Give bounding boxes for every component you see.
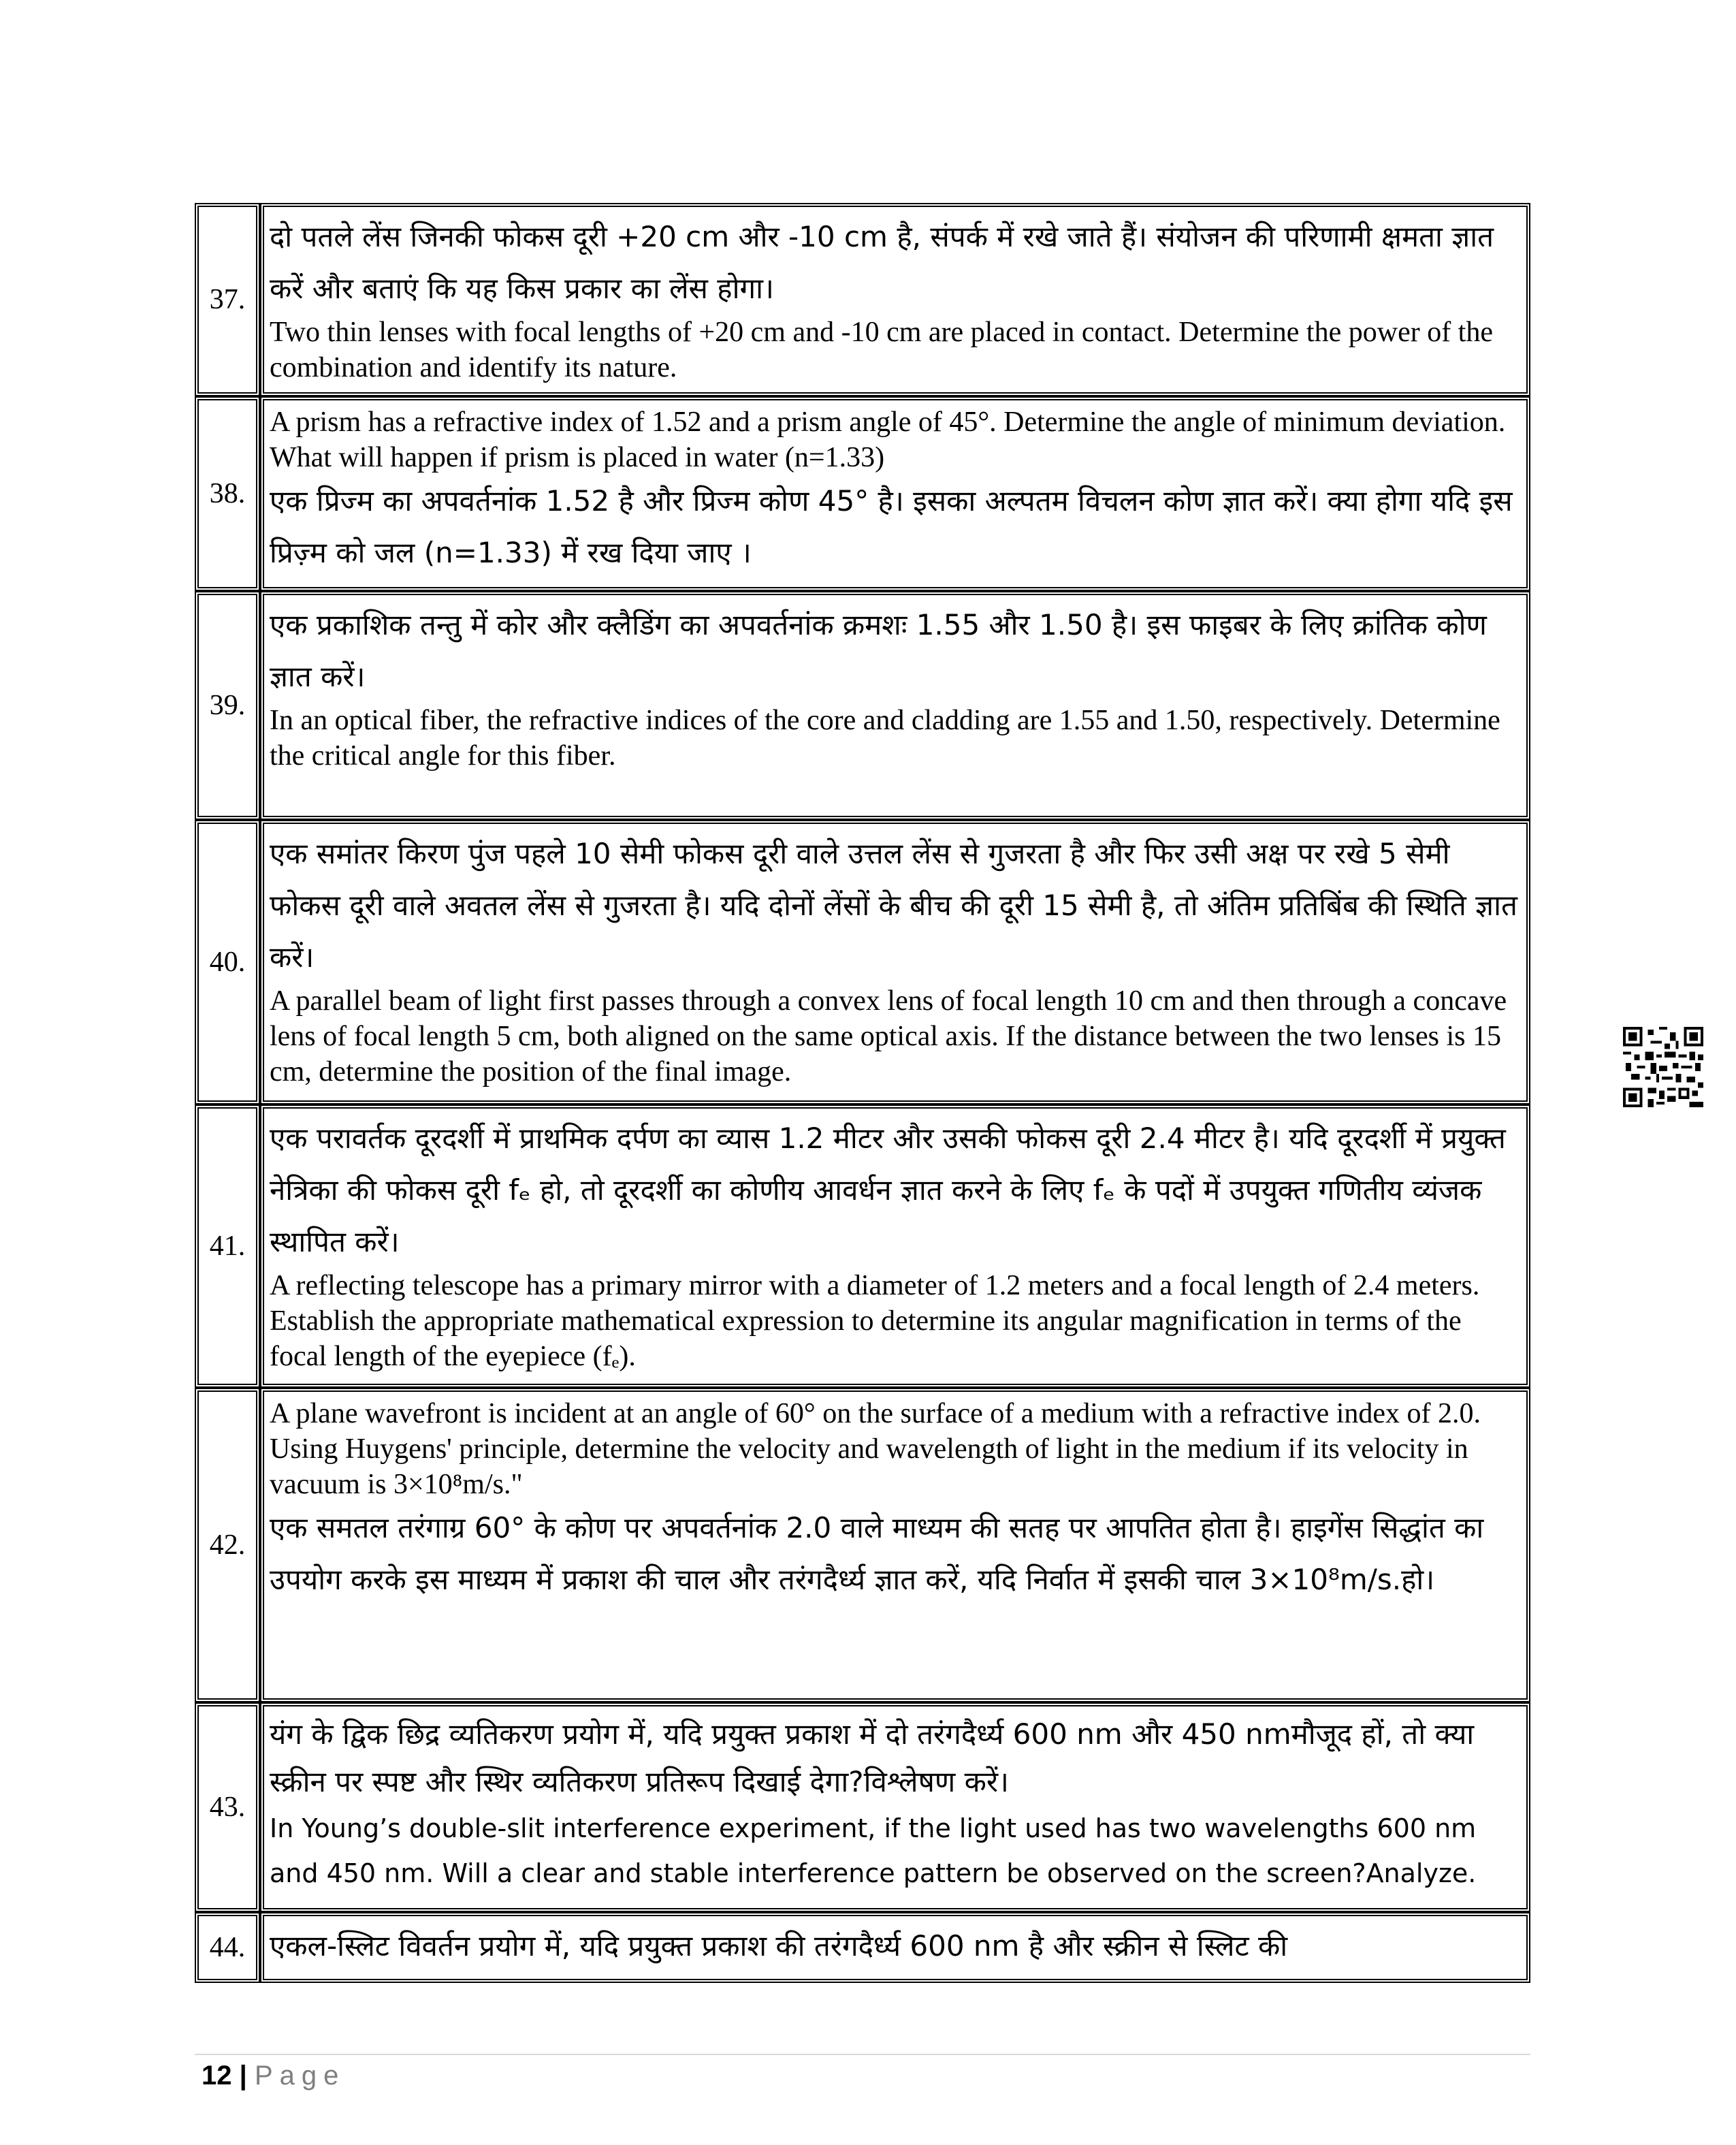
question-number: 41. [195, 1105, 260, 1388]
question-row-42 [195, 1388, 1530, 1702]
question-text [260, 203, 1530, 396]
question-row-37 [195, 203, 1530, 396]
footer-separator: | [239, 2061, 247, 2091]
question-text [260, 591, 1530, 820]
question-text [260, 1912, 1530, 1983]
question-hindi: यंग के द्विक छिद्र व्यतिकरण प्रयोग में, यदि प्रयुक्त प्रकाश में दो तरंगदैर्ध्य 600 nm और 450 nmमौजूद हों, तो क्या स्क्रीन पर स्पष्ट और स्थिर व्यतिकरण प्रतिरूप दिखाई देगा?विश्लेषण करें। [270, 1717, 1475, 1798]
footer-divider [195, 2054, 1530, 2055]
question-number: 40. [195, 820, 260, 1105]
question-english: Two thin lenses with focal lengths of +20 cm and -10 cm are placed in contact. Determine the power of the combination and identify its nature. [270, 317, 1493, 383]
question-hindi: एक परावर्तक दूरदर्शी में प्राथमिक दर्पण का व्यास 1.2 मीटर और उसकी फोकस दूरी 2.4 मीटर है। यदि दूरदर्शी में प्रयुक्त नेत्रिका की फोकस दूरी fₑ हो, तो दूरदर्शी का कोणीय आवर्धन ज्ञात करने के लिए fₑ के पदों में उपयुक्त गणितीय व्यंजक स्थापित करें। [270, 1122, 1506, 1258]
question-text [260, 820, 1530, 1105]
question-english: A parallel beam of light first passes through a convex lens of focal length 10 cm and then through a concave lens of focal length 5 cm, both aligned on the same optical axis. If the distance between the two lenses is 15 cm, determine the position of the final image. [270, 985, 1507, 1087]
question-text [260, 1702, 1530, 1912]
question-hindi: एक प्रिज्म का अपवर्तनांक 1.52 है और प्रिज्म कोण 45° है। इसका अल्पतम विचलन कोण ज्ञात करें। क्या होगा यदि इस प्रिज़्म को जल (n=1.33) में रख दिया जाए । [270, 484, 1513, 569]
question-hindi: दो पतले लेंस जिनकी फोकस दूरी +20 cm और -10 cm है, संपर्क में रखे जाते हैं। संयोजन की परिणामी क्षमता ज्ञात करें और बताएं कि यह किस प्रकार का लेंस होगा। [270, 220, 1494, 305]
question-english: In Young’s double-slit interference experiment, if the light used has two wavelengths 600 nm and 450 nm. Will a clear and stable interference pattern be observed on the screen?Analyze. [270, 1813, 1477, 1888]
question-row-39 [195, 591, 1530, 820]
page-footer [202, 2061, 345, 2091]
question-english: A plane wavefront is incident at an angle of 60° on the surface of a medium with a refractive index of 2.0. Using Huygens' principle, determine the velocity and wavelength of light in the medium if its velocity in vacuum is 3×10⁸m/s." [270, 1398, 1481, 1500]
question-number: 38. [195, 396, 260, 591]
question-row-38 [195, 396, 1530, 591]
question-row-41 [195, 1105, 1530, 1388]
question-table [195, 203, 1530, 1983]
question-english: A prism has a refractive index of 1.52 and a prism angle of 45°. Determine the angle of minimum deviation. What will happen if prism is placed in water (n=1.33) [270, 407, 1506, 473]
question-number: 37. [195, 203, 260, 396]
question-text [260, 1105, 1530, 1388]
question-hindi: एक समांतर किरण पुंज पहले 10 सेमी फोकस दूरी वाले उत्तल लेंस से गुजरता है और फिर उसी अक्ष पर रखे 5 सेमी फोकस दूरी वाले अवतल लेंस से गुजरता है। यदि दोनों लेंसों के बीच की दूरी 15 सेमी है, तो अंतिम प्रतिबिंब की स्थिति ज्ञात करें। [270, 837, 1517, 974]
question-english: In an optical fiber, the refractive indices of the core and cladding are 1.55 and 1.50, respectively. Determine the critical angle for this fiber. [270, 705, 1500, 772]
question-number: 43. [195, 1702, 260, 1912]
question-text [260, 1388, 1530, 1702]
page-label: Page [254, 2061, 346, 2091]
question-hindi: एक प्रकाशिक तन्तु में कोर और क्लैडिंग का अपवर्तनांक क्रमशः 1.55 और 1.50 है। इस फाइबर के लिए क्रांतिक कोण ज्ञात करें। [270, 608, 1487, 693]
question-number: 44. [195, 1912, 260, 1983]
question-row-40 [195, 820, 1530, 1105]
question-hindi: एकल-स्लिट विवर्तन प्रयोग में, यदि प्रयुक्त प्रकाश की तरंगदैर्ध्य 600 nm है और स्क्रीन से स्लिट की [270, 1929, 1288, 1963]
qr-code-icon [1623, 1027, 1703, 1107]
question-text [260, 396, 1530, 591]
page-number: 12 [202, 2061, 232, 2091]
question-hindi: एक समतल तरंगाग्र 60° के कोण पर अपवर्तनांक 2.0 वाले माध्यम की सतह पर आपतित होता है। हाइगेंस सिद्धांत का उपयोग करके इस माध्यम में प्रकाश की चाल और तरंगदैर्ध्य ज्ञात करें, यदि निर्वात में इसकी चाल 3×10⁸m/s.हो। [270, 1511, 1484, 1596]
question-row-43 [195, 1702, 1530, 1912]
question-number: 42. [195, 1388, 260, 1702]
question-number: 39. [195, 591, 260, 820]
question-row-44 [195, 1912, 1530, 1983]
question-english: A reflecting telescope has a primary mirror with a diameter of 1.2 meters and a focal length of 2.4 meters. Establish the appropriate mathematical expression to determine its angular magnification in terms of the focal length of the eyepiece (fₑ). [270, 1270, 1480, 1372]
